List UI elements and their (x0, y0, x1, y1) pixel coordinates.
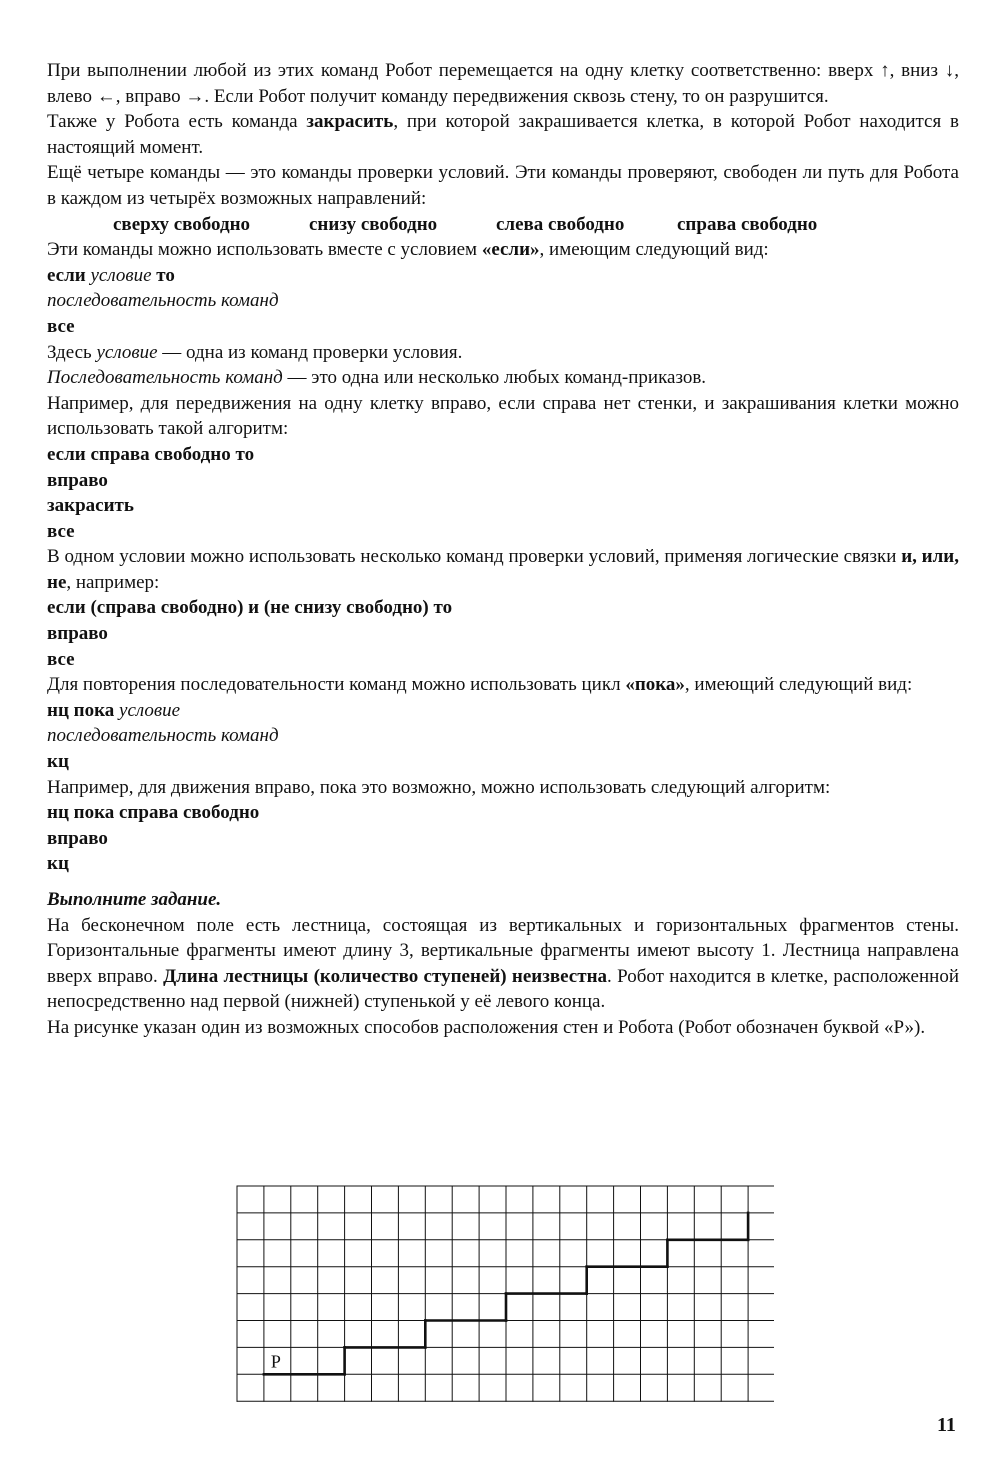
check-down: снизу свободно (309, 213, 438, 235)
robot-field-figure (236, 1185, 774, 1405)
loop-syntax-seq: последовательность команд (47, 725, 279, 747)
para-10: Например, для движения вправо, пока это возможно, можно использовать следующий алгоритм: (47, 776, 831, 798)
para-5: Здесь условие — одна из команд проверки условия. (47, 341, 463, 363)
alg3-line: вправо (47, 827, 108, 849)
check-up: сверху свободно (113, 213, 251, 235)
alg3-line: нц пока справа свободно (47, 802, 260, 824)
para-9: Для повторения последовательности команд можно использовать цикл «пока», имеющий следующий вид: (47, 674, 913, 696)
alg2-line: все (47, 648, 75, 670)
if-syntax-line: если условие то (47, 264, 175, 286)
para-12: На рисунке указан один из возможных способов расположения стен и Робота (Робот обозначен буквой «Р»). (47, 1016, 926, 1038)
para-1: При выполнении любой из этих команд Робот перемещается на одну клетку соответственно: вверх ↑, вниз ↓, влево ←, вправо →. Если Робот получит команду передвижения сквозь стену, то он разрушится. (47, 60, 959, 107)
para-6: Последовательность команд — это одна или несколько любых команд-приказов. (47, 367, 707, 389)
para-7: Например, для передвижения на одну клетку вправо, если справа нет стенки, и закрашивания клетки можно использовать такой алгоритм: (47, 392, 959, 440)
loop-syntax-line: нц пока условие (47, 699, 181, 721)
para-11: На бесконечном поле есть лестница, состоящая из вертикальных и горизонтальных фрагментов стены. Горизонтальные фрагменты имеют длину 3, вертикальные фрагменты имеют высоту 1. Лестница направлена вверх вправо. Длина лестницы (количество ступеней) неизвестна. Робот находится в клетке, расположенной непосредственно над первой (нижней) ступенькой у её левого конца. (47, 914, 959, 1013)
task-heading: Выполните задание. (47, 889, 222, 910)
para-4: Эти команды можно использовать вместе с условием «если», имеющим следующий вид: (47, 239, 769, 261)
page-number: 11 (937, 1414, 956, 1436)
check-left: слева свободно (496, 213, 625, 235)
alg1-line: вправо (47, 469, 108, 491)
if-syntax-end: все (47, 315, 75, 337)
alg2-line: если (справа свободно) и (не снизу свободно) то (47, 597, 453, 619)
loop-syntax-end: кц (47, 751, 69, 773)
robot-label: Р (270, 1351, 281, 1372)
para-3: Ещё четыре команды — это команды проверки условий. Эти команды проверяют, свободен ли путь для Робота в каждом из четырёх возможных направлений: (47, 162, 959, 209)
alg1-line: все (47, 520, 75, 542)
para-8: В одном условии можно использовать несколько команд проверки условий, применяя логические связки и, или, не, например: (47, 546, 959, 593)
check-right: справа свободно (677, 213, 818, 235)
alg3-line: кц (47, 853, 69, 875)
if-syntax-seq: последовательность команд (47, 290, 279, 312)
alg2-line: вправо (47, 623, 108, 645)
check-commands (47, 212, 959, 238)
alg1-line: если справа свободно то (47, 443, 255, 465)
page-text (47, 58, 959, 1041)
alg1-line: закрасить (47, 495, 134, 517)
para-2: Также у Робота есть команда закрасить, при которой закрашивается клетка, в которой Робот находится в настоящий момент. (47, 111, 959, 158)
